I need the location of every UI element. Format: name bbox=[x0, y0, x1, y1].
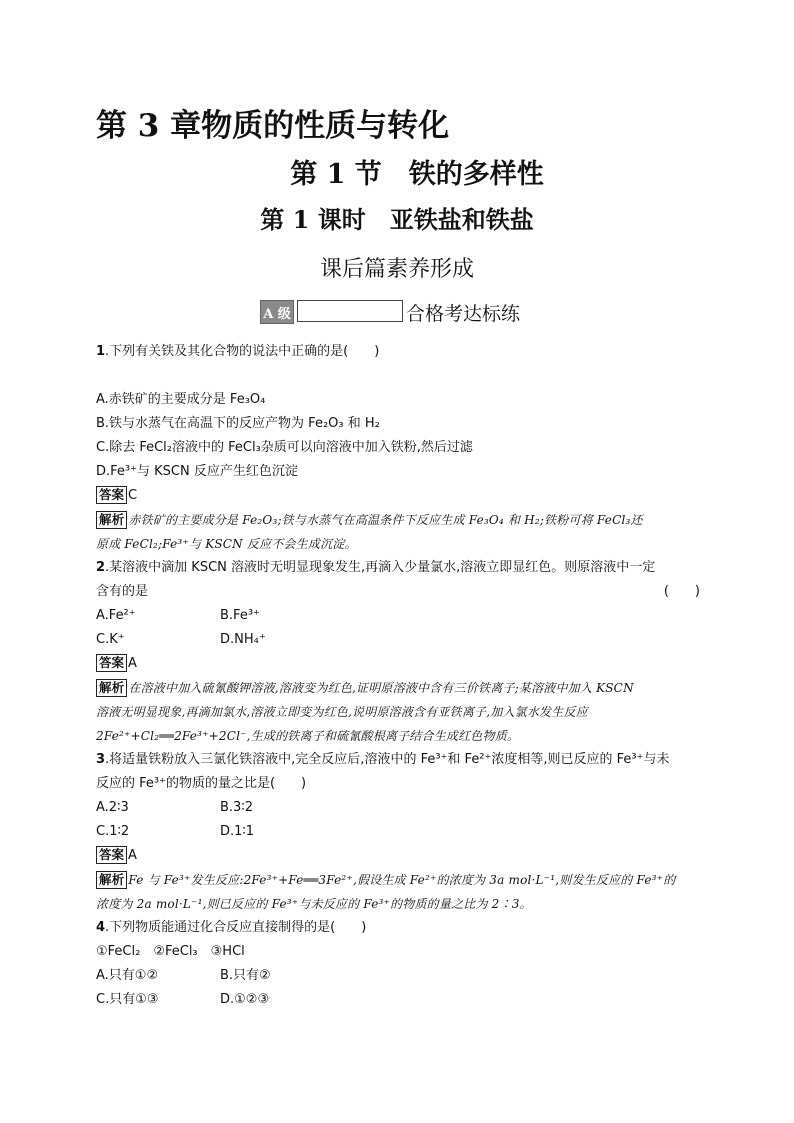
answer-tag: 答案 bbox=[96, 486, 127, 504]
level-heading bbox=[260, 296, 520, 326]
lesson-title: 第 1 课时 亚铁盐和铁盐 bbox=[260, 205, 534, 234]
question-3-option-b: B.3∶2 bbox=[220, 800, 253, 815]
question-4-options-row-1 bbox=[96, 964, 700, 988]
question-2-option-a: A.Fe²⁺ bbox=[96, 608, 136, 623]
question-3-option-d: D.1∶1 bbox=[220, 824, 255, 839]
question-4-option-d: D.①②③ bbox=[220, 992, 270, 1007]
question-4-option-c: C.只有①③ bbox=[96, 992, 159, 1007]
explain-tag: 解析 bbox=[96, 871, 127, 889]
question-3-option-a: A.2∶3 bbox=[96, 800, 129, 815]
answer-tag: 答案 bbox=[96, 846, 127, 864]
question-3-options-row-2 bbox=[96, 820, 700, 844]
question-2-options-row-2 bbox=[96, 628, 700, 652]
question-2-option-c: C.K⁺ bbox=[96, 632, 125, 647]
question-3: 3.将适量铁粉放入三氯化铁溶液中,完全反应后,溶液中的 Fe³⁺和 Fe²⁺浓度相等,则已反应的 Fe³⁺与未 bbox=[96, 752, 670, 767]
question-2-answer: 答案 A bbox=[96, 652, 700, 676]
answer-tag: 答案 bbox=[96, 654, 127, 672]
question-4-options-row-2 bbox=[96, 988, 700, 1012]
question-4-items: ①FeCl₂ ②FeCl₃ ③HCl bbox=[96, 944, 245, 959]
question-4: 4.下列物质能通过化合反应直接制得的是( ) bbox=[96, 920, 367, 935]
question-3-answer: 答案 A bbox=[96, 844, 700, 868]
explain-tag: 解析 bbox=[96, 511, 127, 529]
question-1-option-d: D.Fe³⁺与 KSCN 反应产生红色沉淀 bbox=[96, 464, 298, 479]
explain-tag: 解析 bbox=[96, 679, 127, 697]
question-1-option-a: A.赤铁矿的主要成分是 Fe₃O₄ bbox=[96, 392, 266, 407]
question-3-option-c: C.1∶2 bbox=[96, 824, 130, 839]
question-2-explanation: 解析 在溶液中加入硫氰酸钾溶液,溶液变为红色,证明原溶液中含有三价铁离子;某溶液中加入 KSCN 溶液无明显现象,再滴加氯水,溶液立即变为红色,说明原溶液含有亚铁离子,加入氯水发生反应 2Fe²⁺+Cl₂══2Fe³⁺+2Cl⁻,生成的铁离子和硫氰酸根离子结合生成红色物质。 bbox=[96, 680, 634, 743]
question-2-options-row-1 bbox=[96, 604, 700, 628]
question-2-option-b: B.Fe³⁺ bbox=[220, 608, 260, 623]
level-blank-box bbox=[297, 300, 403, 322]
question-1-explanation: 解析 赤铁矿的主要成分是 Fe₂O₃;铁与水蒸气在高温条件下反应生成 Fe₃O₄ 和 H₂;铁粉可将 FeCl₃还 原成 FeCl₂;Fe³⁺与 KSCN 反应不会生成沉淀。 bbox=[96, 512, 643, 551]
question-1-option-b: B.铁与水蒸气在高温下的反应产物为 Fe₂O₃ 和 H₂ bbox=[96, 416, 380, 431]
chapter-title: 第 3 章物质的性质与转化 bbox=[96, 108, 450, 144]
level-badge: A 级 bbox=[260, 300, 294, 324]
question-3-stem-cont: 反应的 Fe³⁺的物质的量之比是( ) bbox=[96, 776, 307, 791]
page-subtitle: 课后篇素养形成 bbox=[319, 257, 474, 282]
question-2: 2.某溶液中滴加 KSCN 溶液时无明显现象发生,再滴入少量氯水,溶液立即显红色。则原溶液中一定 bbox=[96, 560, 656, 575]
question-1-option-c: C.除去 FeCl₂溶液中的 FeCl₃杂质可以向溶液中加入铁粉,然后过滤 bbox=[96, 440, 473, 455]
section-title: 第 1 节 铁的多样性 bbox=[290, 159, 544, 190]
question-2-option-d: D.NH₄⁺ bbox=[220, 632, 266, 647]
question-1-answer: 答案 C bbox=[96, 484, 700, 508]
questions-area bbox=[96, 340, 700, 1012]
question-4-option-a: A.只有①② bbox=[96, 968, 159, 983]
question-4-option-b: B.只有② bbox=[220, 968, 271, 983]
level-label: 合格考达标练 bbox=[406, 303, 521, 325]
question-3-options-row-1 bbox=[96, 796, 700, 820]
question-3-explanation: 解析 Fe 与 Fe³⁺发生反应:2Fe³⁺+Fe══3Fe²⁺,假设生成 Fe²⁺的浓度为 3a mol·L⁻¹,则发生反应的 Fe³⁺的 浓度为 2a mol·L⁻¹,则已反应的 Fe³⁺与未反应的 Fe³⁺的物质的量之比为 2∶3。 bbox=[96, 872, 676, 911]
question-1: 1.下列有关铁及其化合物的说法中正确的是( ) bbox=[96, 344, 380, 359]
question-2-stem-cont: 含有的是 ( ) bbox=[96, 584, 700, 599]
